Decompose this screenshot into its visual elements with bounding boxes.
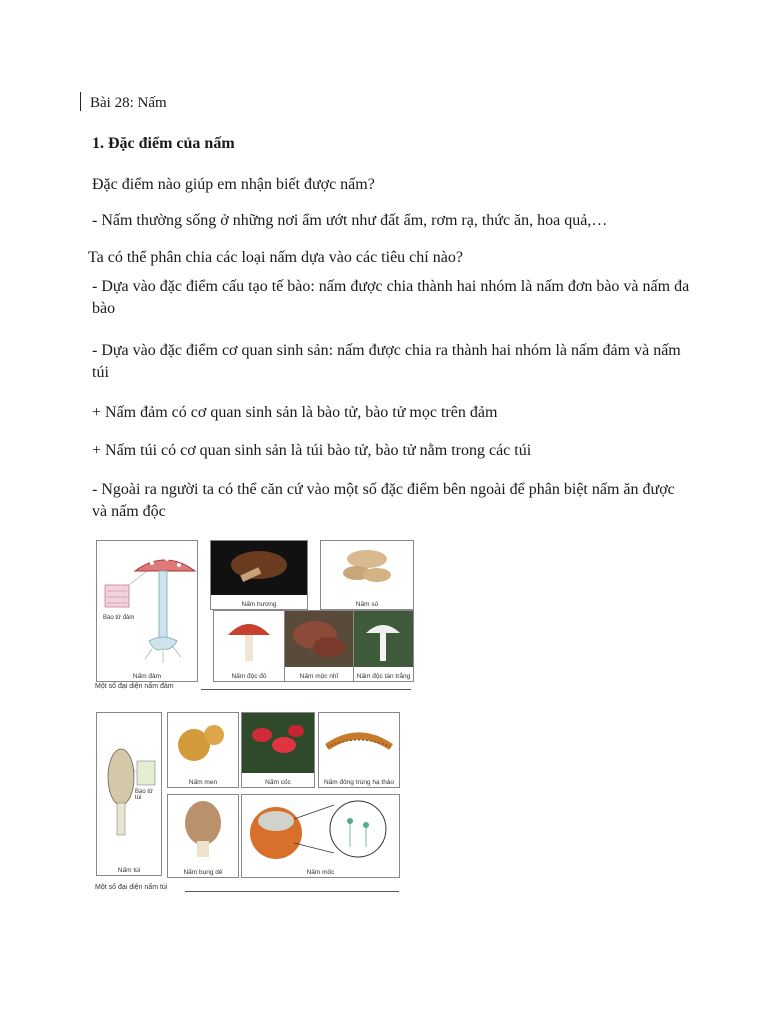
yeast-image [168,713,238,773]
photo-nam-moc [241,794,400,878]
mold-image [242,795,399,863]
morel-diagram-image [97,713,161,861]
figure-1-caption: Một số đại diện nấm đảm [95,683,174,690]
answer-2: - Dựa vào đặc điểm cấu tạo tế bào: nấm được chia thành hai nhóm là nấm đơn bào và nấm đa bào [92,278,690,317]
shiitake-image [211,541,307,595]
photo-caption: Nấm sò [355,601,379,608]
photo-nam-so [320,540,414,610]
lesson-title: Bài 28: Nấm [90,95,167,111]
photo-nam-coc [241,712,315,788]
photo-caption: Nấm bụng dê [183,869,223,876]
question-2: Ta có thể phân chia các loại nấm dựa vào các tiêu chí nào? [88,249,463,266]
photo-caption: Nấm mộc nhĩ [299,673,339,680]
answer-5: + Nấm túi có cơ quan sinh sản là túi bào tử, bào tử nằm trong các túi [92,442,532,459]
text-cursor [80,92,81,111]
photo-nam-dong-trung-ha-thao [318,712,400,788]
answer-6: - Ngoài ra người ta có thể căn cứ vào một số đặc điểm bên ngoài để phân biệt nấm ăn được và nấm độc [92,481,675,520]
figure-2-caption: Một số đại diện nấm túi [95,884,168,891]
question-1: Đặc điểm nào giúp em nhận biết được nấm? [92,176,375,193]
oyster-mushroom-image [321,541,413,595]
photo-nam-doc-do [213,610,285,682]
basidiomycete-label: Nấm đảm [132,673,162,680]
basidiomycete-diagram [96,540,198,682]
photo-caption: Nấm đông trùng hạ thảo [323,779,395,786]
section-heading: 1. Đặc điểm của nấm [92,135,235,152]
figure-basidiomycetes [93,538,419,698]
answer-1: - Nấm thường sống ở những nơi ẩm ướt như đất ẩm, rơm rạ, thức ăn, hoa quả,… [92,212,608,229]
ascospore-label: Bào tử túi [135,789,154,801]
photo-caption: Nấm cốc [265,779,291,786]
photo-nam-bung-de [167,794,239,878]
photo-nam-moc-nhi [284,610,354,682]
caption-line [185,891,399,892]
white-toadstool-image [354,611,413,667]
basidiospore-label: Bào tử đảm [103,615,135,621]
photo-nam-huong [210,540,308,610]
ascomycete-diagram [96,712,162,876]
morel-image [168,795,238,863]
ascomycete-label: Nấm túi [117,867,141,874]
cordyceps-image [319,713,399,773]
photo-caption: Nấm hương [241,601,277,608]
mushroom-diagram-image [97,541,197,667]
photo-caption: Nấm độc đỏ [231,673,267,680]
photo-nam-doc-tan-trang [353,610,414,682]
photo-caption: Nấm mốc [306,869,335,876]
answer-4: + Nấm đảm có cơ quan sinh sản là bào tử, bào tử mọc trên đảm [92,404,498,421]
caption-line [201,689,411,690]
cup-fungus-image [242,713,314,773]
photo-caption: Nấm độc tán trắng [356,673,411,680]
photo-caption: Nấm men [188,779,218,786]
red-toadstool-image [214,611,284,667]
answer-3: - Dựa vào đặc điểm cơ quan sinh sản: nấm được chia ra thành hai nhóm là nấm đảm và nấm túi [92,342,681,381]
photo-nam-men [167,712,239,788]
wood-ear-image [285,611,353,667]
figure-ascomycetes [93,712,403,898]
